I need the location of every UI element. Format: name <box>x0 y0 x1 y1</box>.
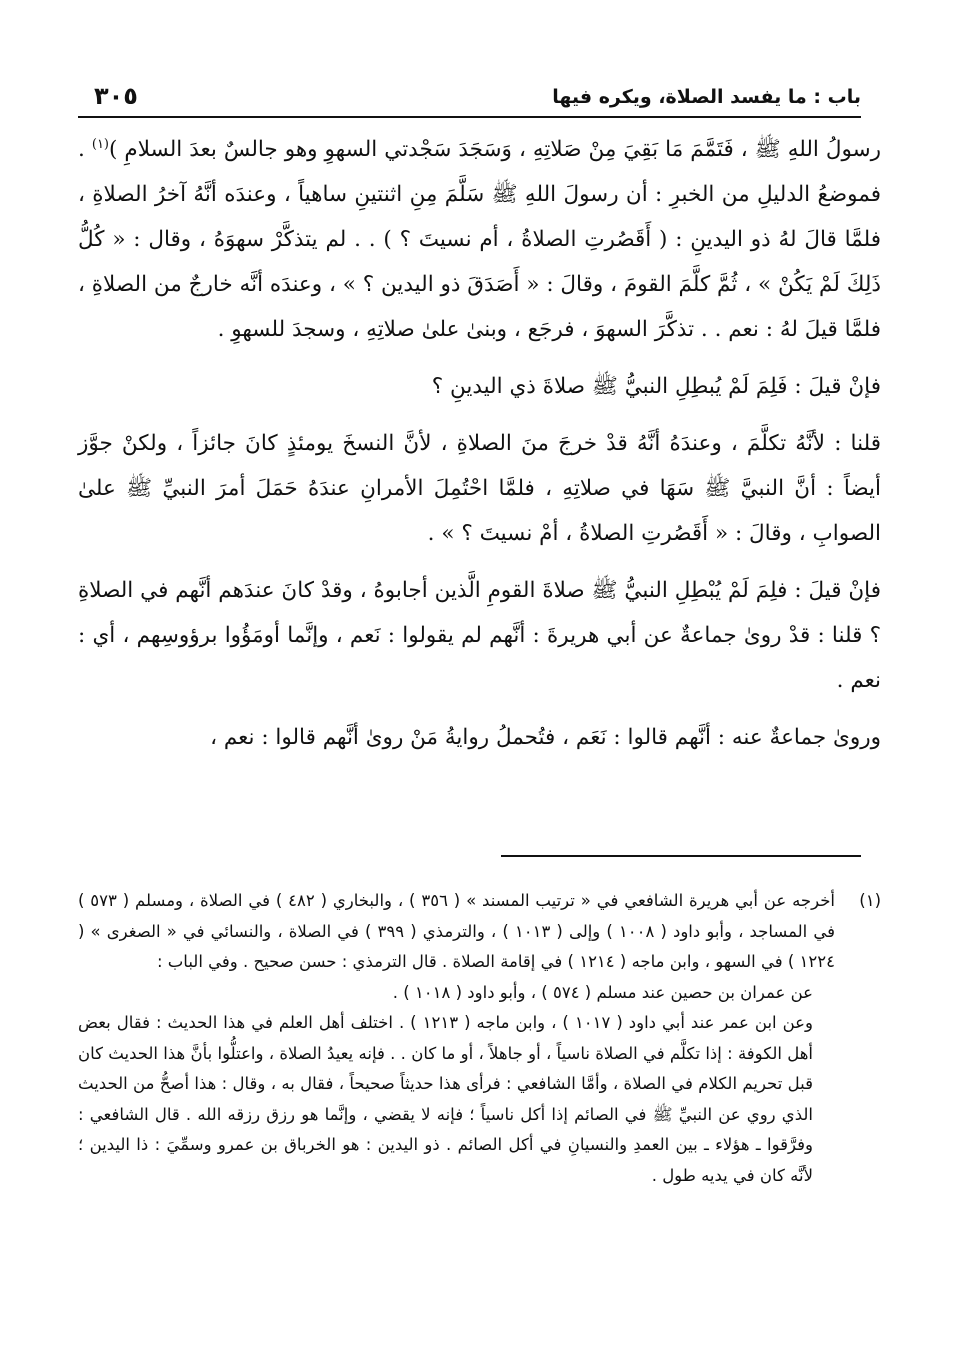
footnote-separator <box>501 855 861 857</box>
paragraph-2: فإنْ قيلَ : فَلِمَ لَمْ يُبطِلِ النبيُّ ﷺ صلاةَ ذي اليدينِ ؟ <box>431 374 881 399</box>
paragraph-1 <box>78 127 881 352</box>
header-rule <box>78 116 861 118</box>
paragraph-4: فإنْ قيلَ : فلِمَ لَمْ يُبْطِلِ النبيُّ ﷺ صلاةَ القومِ الَّذين أجابوهُ ، وقدْ كانَ عندَهم أنَّهم في الصلاةِ ؟ قلنا : قدْ روىٰ جماعةٌ عن أبي هريرةَ : أنَّهم لم يقولوا : نَعم ، وإنَّما أومَؤُوا برؤوسِهم ، أي : نعم . <box>78 578 881 693</box>
footnote-line-3: وعن ابن عمر عند أبي داود ( ١٠١٧ ) ، وابن ماجه ( ١٢١٣ ) . اختلف أهل العلم في هذا الحديث : فقال بعض أهل الكوفة : إذا تكلَّم في الصلاة ناسياً ، أو جاهلاً ، أو ما كان . . فإنه يعيدُ الصلاة ، واعتلُّوا بأنَّ هذا الحديث كان قبل تحريم الكلام في الصلاة ، وأمَّا الشافعي : فرأى هذا حديثاً صحيحاً ، فقال به ، وقال : هذا أصحُّ من الحديث الذي روي عن النبيِّ ﷺ في الصائم إذا أكل ناسياً ؛ فإنه لا يقضي ، وإنَّما هو رزق رزقه الله . قال الشافعي : وفرَّقوا ـ هؤلاء ـ بين العمدِ والنسيانِ في أكل الصائم . ذو اليدين : هو الخرباق بن عمرو وسمِّيَ : ذا اليدين ؛ لأنَّه كان في يديه طول . <box>78 1013 813 1185</box>
paragraph-1-continuation: . فموضعُ الدليلِ من الخبرِ : أن رسولَ اللهِ ﷺ سَلَّمَ مِنِ اثنتينِ ساهياً ، وعندَه أنَّهُ آخرُ الصلاةِ ، فلمَّا قالَ لهُ ذو اليدينِ : ( أَقَصُرتِ الصلاةُ ، أم نسيتَ ؟ ) . . لم يتذكَّرْ سهوَهُ ، وقال : « كُلُّ ذَلِكَ لَمْ يَكُنْ » ، ثُمَّ كلَّمَ القومَ ، وقالَ : « أَصَدَقَ ذو اليدين ؟ » ، وعندَه أنَّه خارجٌ من الصلاةِ ، فلمَّا قيلَ لهُ : نعم . . تذكَّرَ السهوَ ، فرجَع ، وبنىٰ علىٰ صلاتِهِ ، وسجدَ للسهوِ . <box>78 137 881 342</box>
page-header <box>78 82 861 118</box>
footnotes <box>78 886 881 1191</box>
paragraph-3: قلنا : لأنَّهُ تكلَّمَ ، وعندَهُ أنَّهُ قدْ خرجَ منَ الصلاةِ ، لأنَّ النسخَ يومئذٍ كانَ جائزاً ، ولكنْ جوَّز أيضاً : أنَّ النبيَّ ﷺ سَهَا في صلاتِهِ ، فلمَّا احْتُمِلَ الأمرانِ عندَهُ حَمَلَ أمرَ النبيِّ ﷺ علىٰ الصوابِ ، وقالَ : « أَقَصُرتِ الصلاةُ ، أمْ نسيتَ ؟ » . <box>78 431 881 546</box>
footnote-reference[interactable]: (١) <box>91 136 109 152</box>
running-head: باب : ما يفسد الصلاة، ويكره فيها <box>552 86 861 108</box>
page-number: ٣٠٥ <box>94 82 138 110</box>
footnote-1 <box>78 886 881 1191</box>
main-text <box>78 127 881 760</box>
footnote-line-2: عن عمران بن حصين عند مسلم ( ٥٧٤ ) ، وأبو داود ( ١٠١٨ ) . <box>392 982 813 1002</box>
paragraph-1-text: رسولُ اللهِ ﷺ ، فَتَمَّمَ مَا بَقِيَ مِنْ صَلاتِهِ ، وَسَجَدَ سَجْدتي السهوِ وهو جالسٌ بعدَ السلامِ ) <box>109 137 882 162</box>
paragraph-5: وروىٰ جماعةٌ عنه : أنَّهم قالوا : نَعَم ، فتُحملُ روايةُ مَنْ روىٰ أنَّهم قالوا : نعم ، <box>210 725 881 750</box>
footnote-line-1: أخرجه عن أبي هريرة الشافعي في « ترتيب المسند » ( ٣٥٦ ) ، والبخاري ( ٤٨٢ ) في الصلاة ، ومسلم ( ٥٧٣ ) في المساجد ، وأبو داود ( ١٠٠٨ ) وإلى ( ١٠١٣ ) ، والترمذي ( ٣٩٩ ) في الصلاة ، والنسائي في « الصغرى » ( ١٢٢٤ ) في السهو ، وابن ماجه ( ١٢١٤ ) في إقامة الصلاة . قال الترمذي : حسن صحيح . وفي الباب : <box>78 891 835 971</box>
footnote-text <box>78 886 835 1191</box>
footnote-number: (١) <box>859 891 881 910</box>
